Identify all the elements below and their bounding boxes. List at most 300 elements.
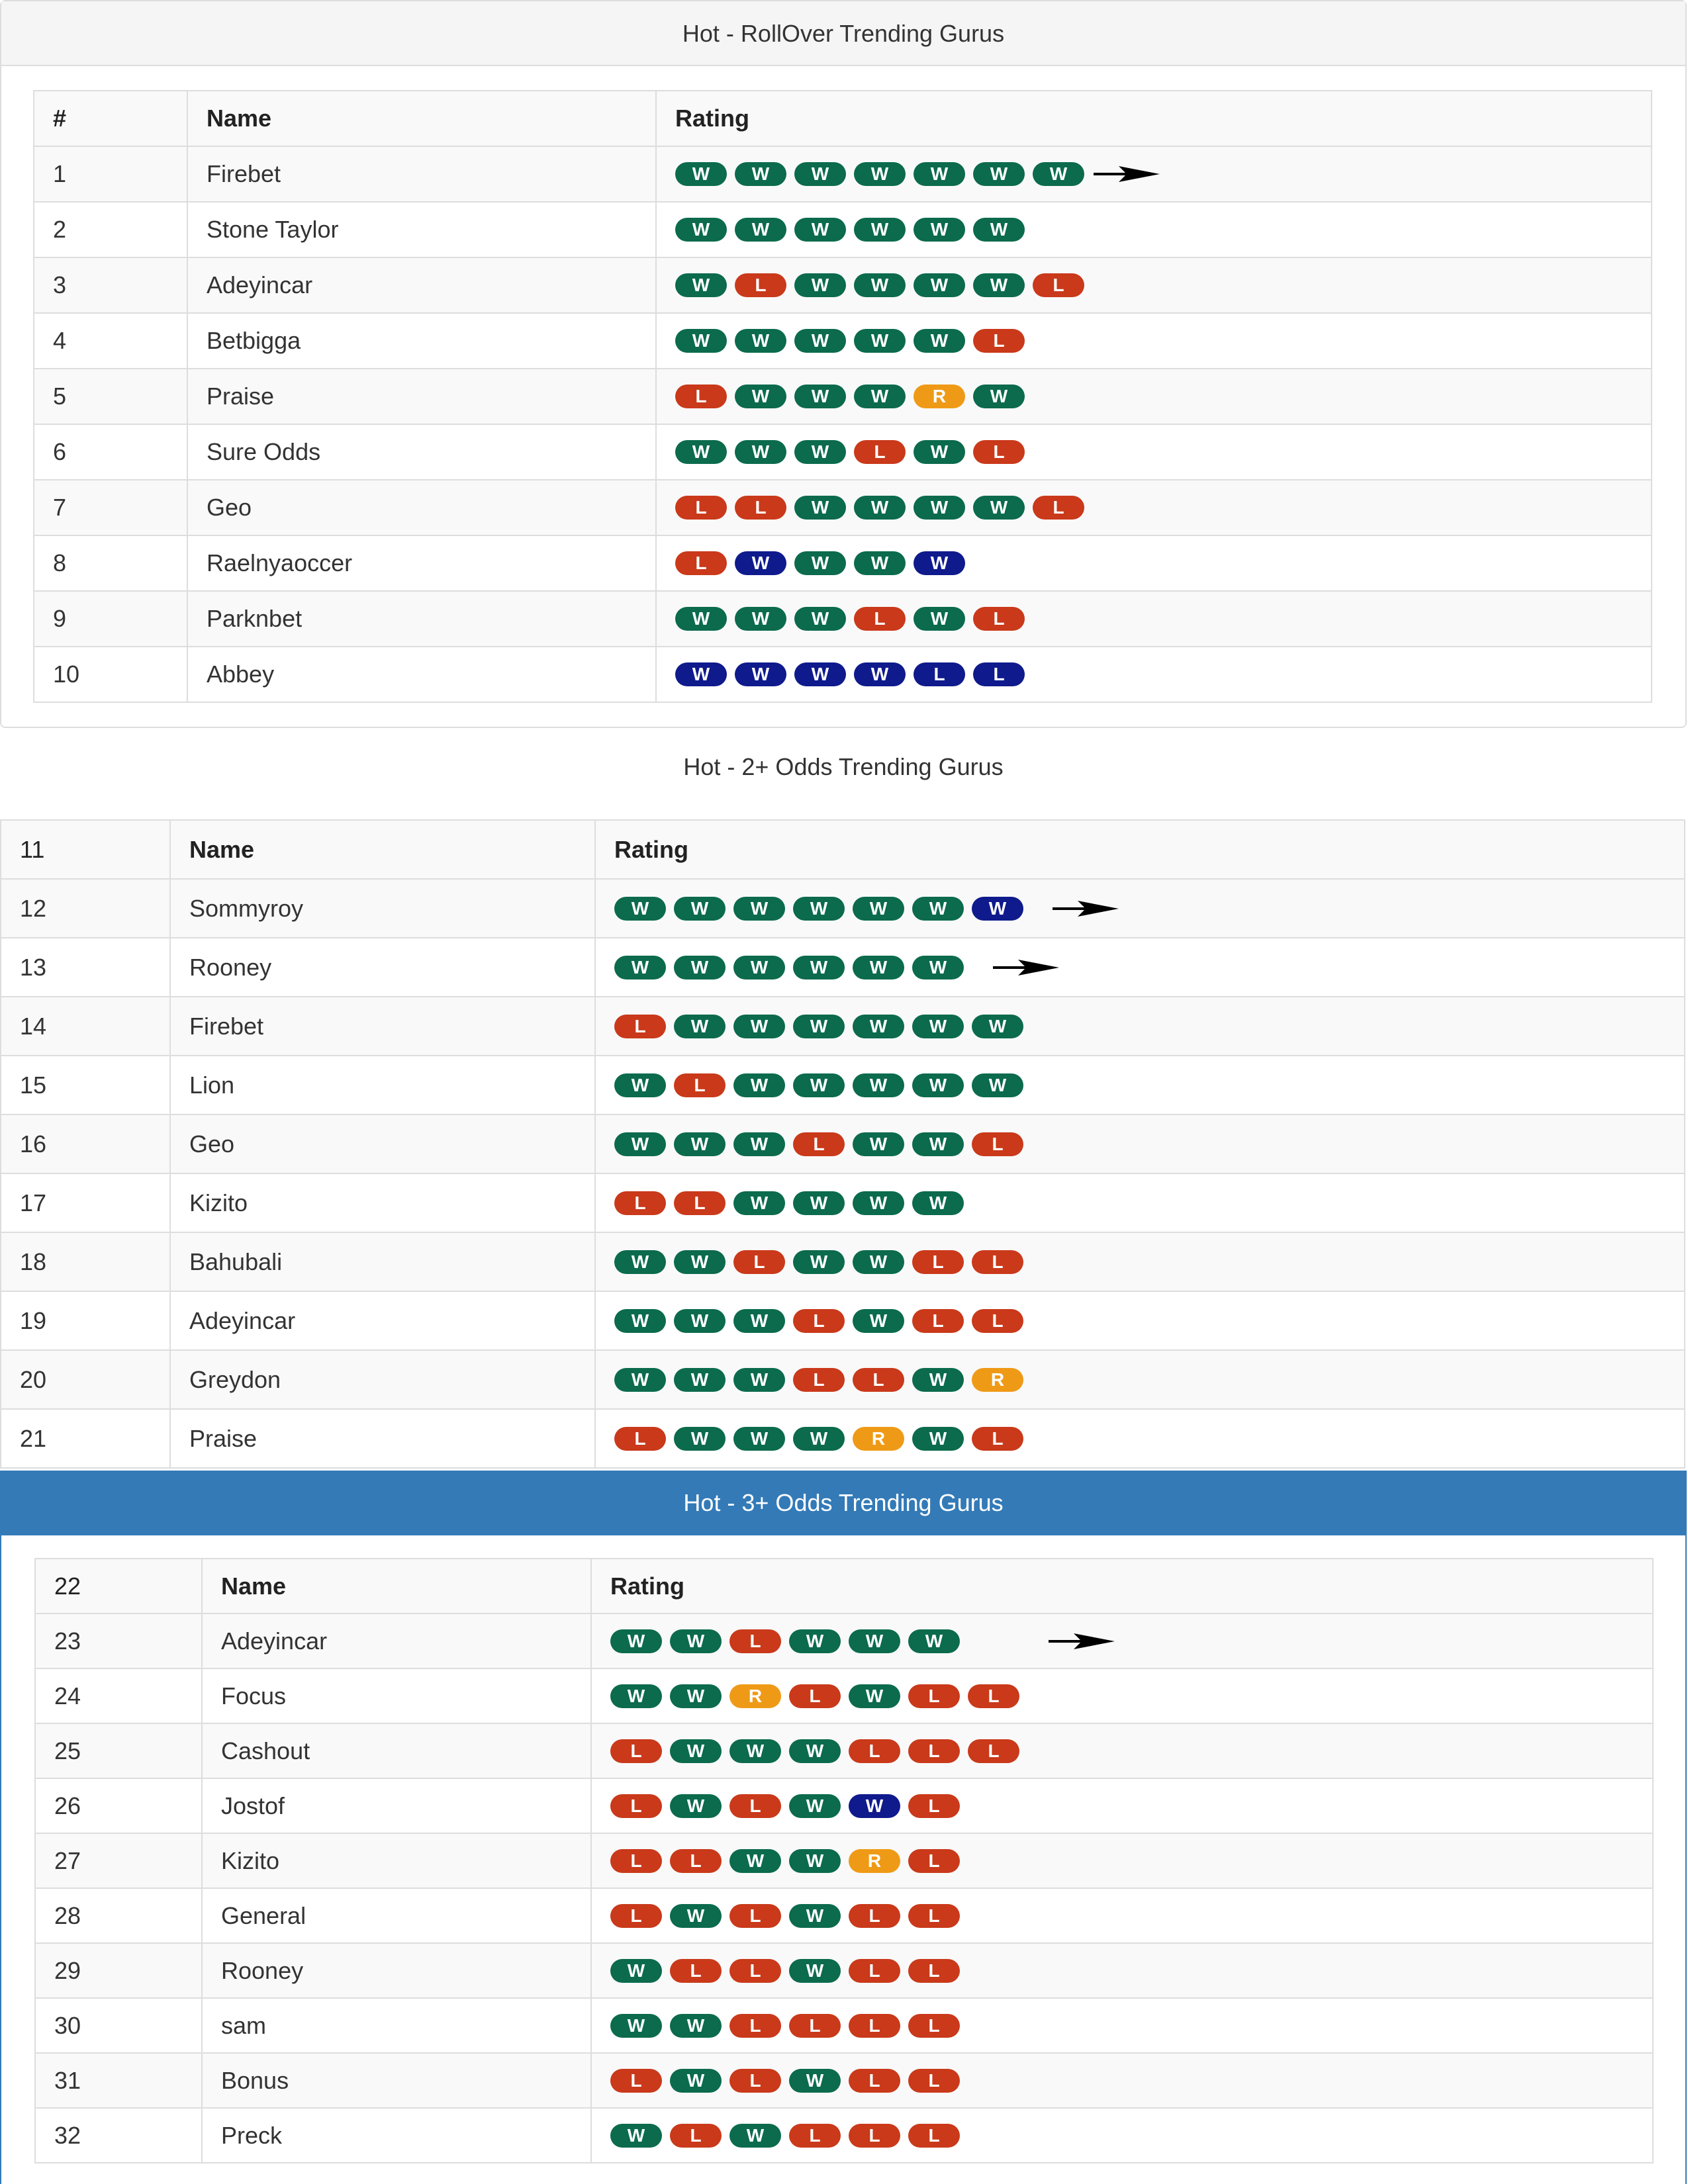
- result-badge: W: [674, 897, 726, 921]
- result-badge: W: [793, 1250, 845, 1274]
- result-badge: W: [794, 551, 846, 575]
- result-badge: L: [908, 2014, 960, 2038]
- result-badge: W: [675, 440, 727, 464]
- result-badge: L: [733, 1250, 785, 1274]
- guru-name-link[interactable]: Parknbet: [187, 591, 656, 647]
- table-row: [1, 879, 1685, 938]
- result-badge: W: [735, 551, 786, 575]
- guru-name-link[interactable]: Betbigga: [187, 313, 656, 369]
- rating-cell: [656, 257, 1652, 313]
- arrow-right-icon: [1047, 1631, 1116, 1651]
- guru-name-link[interactable]: Adeyincar: [202, 1614, 591, 1668]
- result-badge: L: [973, 440, 1025, 464]
- result-badge: W: [914, 551, 965, 575]
- result-badge: W: [793, 1073, 845, 1097]
- table-row: [34, 424, 1652, 480]
- result-badge: W: [854, 273, 906, 297]
- row-index: 24: [35, 1668, 202, 1723]
- result-badge: W: [854, 329, 906, 353]
- result-badge: L: [793, 1309, 845, 1333]
- result-badge: W: [793, 1015, 845, 1038]
- result-badge: W: [674, 1015, 726, 1038]
- result-badge: W: [912, 1427, 964, 1451]
- result-badge: W: [854, 385, 906, 408]
- rating-cell: [595, 879, 1685, 938]
- result-badge: L: [614, 1015, 666, 1038]
- table-row: [34, 257, 1652, 313]
- row-index: 20: [1, 1350, 170, 1409]
- rating-badges: [614, 1368, 1665, 1392]
- result-badge: L: [1033, 273, 1084, 297]
- arrow-right-icon: [1051, 899, 1120, 919]
- result-badge: W: [670, 1684, 722, 1708]
- two-plus-odds-panel: [0, 728, 1687, 1471]
- result-badge: W: [610, 2014, 662, 2038]
- guru-name-link[interactable]: Lion: [170, 1056, 595, 1115]
- table-body: [34, 146, 1652, 702]
- result-badge: W: [789, 1629, 841, 1653]
- table-row: [34, 146, 1652, 202]
- result-badge: W: [670, 2014, 722, 2038]
- guru-name-link[interactable]: Bonus: [202, 2053, 591, 2108]
- result-badge: W: [914, 607, 965, 631]
- rating-cell: [656, 146, 1652, 202]
- table-row: [35, 1778, 1653, 1833]
- result-badge: W: [914, 329, 965, 353]
- result-badge: W: [610, 1959, 662, 1983]
- result-badge: L: [793, 1368, 845, 1392]
- table-row: [34, 202, 1652, 257]
- row-index: 9: [34, 591, 187, 647]
- guru-name-link[interactable]: Geo: [187, 480, 656, 535]
- rating-cell: [656, 480, 1652, 535]
- table-body: [1, 879, 1685, 1468]
- table-row: [35, 1614, 1653, 1668]
- guru-name-link[interactable]: Adeyincar: [187, 257, 656, 313]
- result-badge: L: [610, 1849, 662, 1873]
- guru-name-link[interactable]: Kizito: [170, 1173, 595, 1232]
- result-badge: W: [675, 218, 727, 242]
- table-row: [34, 647, 1652, 702]
- row-index: 3: [34, 257, 187, 313]
- result-badge: W: [789, 2069, 841, 2093]
- three-plus-odds-panel: [0, 1471, 1687, 2184]
- result-badge: W: [854, 551, 906, 575]
- rating-header: Rating: [656, 91, 1652, 146]
- guru-name-link[interactable]: Rooney: [170, 938, 595, 997]
- result-badge: L: [908, 1959, 960, 1983]
- result-badge: W: [1033, 162, 1084, 186]
- guru-name-link[interactable]: Sommyroy: [170, 879, 595, 938]
- table-row: [1, 1350, 1685, 1409]
- result-badge: W: [610, 1684, 662, 1708]
- row-index: 15: [1, 1056, 170, 1115]
- table-row: [34, 480, 1652, 535]
- result-badge: W: [849, 1794, 900, 1818]
- result-badge: W: [914, 440, 965, 464]
- result-badge: W: [735, 662, 786, 686]
- rating-cell: [656, 202, 1652, 257]
- result-badge: W: [670, 2069, 722, 2093]
- rating-cell: [656, 647, 1652, 702]
- result-badge: W: [794, 162, 846, 186]
- rating-cell: [656, 424, 1652, 480]
- rating-cell: [591, 1888, 1653, 1943]
- rating-badges: [610, 1794, 1634, 1818]
- result-badge: W: [853, 1132, 904, 1156]
- result-badge: W: [972, 897, 1023, 921]
- index-header: 22: [35, 1559, 202, 1614]
- result-badge: L: [849, 2124, 900, 2148]
- result-badge: W: [914, 496, 965, 520]
- rating-badges: [610, 2124, 1634, 2148]
- result-badge: W: [674, 956, 726, 979]
- result-badge: L: [675, 385, 727, 408]
- rating-badges: [614, 1250, 1665, 1274]
- result-badge: W: [912, 1191, 964, 1215]
- result-badge: W: [793, 897, 845, 921]
- result-badge: W: [854, 662, 906, 686]
- guru-name-link[interactable]: General: [202, 1888, 591, 1943]
- row-index: 13: [1, 938, 170, 997]
- result-badge: L: [849, 2014, 900, 2038]
- result-badge: L: [908, 1794, 960, 1818]
- name-header: Name: [170, 820, 595, 879]
- rating-badges: [614, 956, 1665, 979]
- row-index: 31: [35, 2053, 202, 2108]
- table-header-row: [35, 1559, 1653, 1614]
- result-badge: L: [610, 1794, 662, 1818]
- result-badge: W: [912, 1015, 964, 1038]
- result-badge: W: [733, 1427, 785, 1451]
- result-badge: W: [854, 218, 906, 242]
- rating-cell: [591, 1614, 1653, 1668]
- result-badge: W: [670, 1904, 722, 1928]
- guru-name-link[interactable]: Preck: [202, 2108, 591, 2163]
- result-badge: L: [912, 1250, 964, 1274]
- guru-name-link[interactable]: Adeyincar: [170, 1291, 595, 1350]
- name-header: Name: [202, 1559, 591, 1614]
- guru-name-link[interactable]: Firebet: [187, 146, 656, 202]
- result-badge: L: [849, 1959, 900, 1983]
- result-badge: W: [793, 1191, 845, 1215]
- row-index: 19: [1, 1291, 170, 1350]
- result-badge: W: [794, 496, 846, 520]
- result-badge: W: [789, 1959, 841, 1983]
- result-badge: W: [670, 1794, 722, 1818]
- guru-name-link[interactable]: Greydon: [170, 1350, 595, 1409]
- result-badge: W: [614, 1368, 666, 1392]
- rating-badges: [610, 1849, 1634, 1873]
- result-badge: W: [849, 1684, 900, 1708]
- guru-name-link[interactable]: Sure Odds: [187, 424, 656, 480]
- rollover-panel: [0, 0, 1687, 728]
- result-badge: L: [973, 329, 1025, 353]
- rating-cell: [656, 591, 1652, 647]
- result-badge: L: [675, 551, 727, 575]
- result-badge: W: [735, 218, 786, 242]
- result-badge: L: [908, 1684, 960, 1708]
- rating-cell: [656, 535, 1652, 591]
- result-badge: W: [794, 385, 846, 408]
- result-badge: W: [675, 329, 727, 353]
- result-badge: W: [674, 1132, 726, 1156]
- guru-name-link[interactable]: Firebet: [170, 997, 595, 1056]
- rating-header: Rating: [595, 820, 1685, 879]
- result-badge: W: [973, 496, 1025, 520]
- row-index: 10: [34, 647, 187, 702]
- result-badge: L: [789, 2124, 841, 2148]
- rating-badges: [610, 1684, 1634, 1708]
- result-badge: W: [614, 1073, 666, 1097]
- table-row: [34, 369, 1652, 424]
- rating-badges: [614, 1132, 1665, 1156]
- guru-name-link[interactable]: Stone Taylor: [187, 202, 656, 257]
- result-badge: W: [733, 1073, 785, 1097]
- result-badge: R: [914, 385, 965, 408]
- rating-badges: [675, 273, 1632, 297]
- result-badge: L: [972, 1309, 1023, 1333]
- guru-name-link[interactable]: Raelnyaoccer: [187, 535, 656, 591]
- rating-cell: [595, 997, 1685, 1056]
- result-badge: W: [675, 273, 727, 297]
- name-header: Name: [187, 91, 656, 146]
- result-badge: W: [849, 1629, 900, 1653]
- result-badge: R: [972, 1368, 1023, 1392]
- result-badge: L: [972, 1427, 1023, 1451]
- result-badge: W: [853, 1191, 904, 1215]
- table-row: [1, 938, 1685, 997]
- result-badge: W: [674, 1427, 726, 1451]
- row-index: 16: [1, 1115, 170, 1173]
- result-badge: W: [914, 162, 965, 186]
- guru-name-link[interactable]: Jostof: [202, 1778, 591, 1833]
- result-badge: W: [973, 273, 1025, 297]
- result-badge: W: [670, 1629, 722, 1653]
- result-badge: W: [675, 162, 727, 186]
- table-row: [35, 2053, 1653, 2108]
- result-badge: R: [853, 1427, 904, 1451]
- table-row: [35, 1833, 1653, 1888]
- rating-badges: [675, 607, 1632, 631]
- result-badge: W: [854, 496, 906, 520]
- result-badge: L: [729, 1904, 781, 1928]
- guru-name-link[interactable]: Kizito: [202, 1833, 591, 1888]
- result-badge: L: [849, 1739, 900, 1763]
- result-badge: W: [853, 897, 904, 921]
- table-row: [1, 1115, 1685, 1173]
- result-badge: W: [853, 1250, 904, 1274]
- result-badge: W: [610, 2124, 662, 2148]
- row-index: 4: [34, 313, 187, 369]
- result-badge: L: [853, 1368, 904, 1392]
- result-badge: L: [670, 1849, 722, 1873]
- result-badge: L: [972, 1250, 1023, 1274]
- rating-badges: [614, 1191, 1665, 1215]
- rating-badges: [610, 2069, 1634, 2093]
- rating-badges: [675, 329, 1632, 353]
- result-badge: W: [733, 1132, 785, 1156]
- result-badge: W: [735, 162, 786, 186]
- rating-badges: [675, 218, 1632, 242]
- result-badge: L: [670, 1959, 722, 1983]
- table-header-row: [34, 91, 1652, 146]
- rating-badges: [675, 496, 1632, 520]
- result-badge: W: [912, 897, 964, 921]
- result-badge: W: [670, 1739, 722, 1763]
- panel-title: Hot - 3+ Odds Trending Gurus: [0, 1471, 1687, 1535]
- row-index: 6: [34, 424, 187, 480]
- result-badge: W: [789, 1739, 841, 1763]
- rating-badges: [610, 1629, 1634, 1653]
- result-badge: W: [614, 956, 666, 979]
- panel-title: Hot - 2+ Odds Trending Gurus: [683, 753, 1004, 780]
- guru-name-link[interactable]: Praise: [170, 1409, 595, 1468]
- index-header: #: [34, 91, 187, 146]
- result-badge: W: [675, 662, 727, 686]
- table-row: [34, 313, 1652, 369]
- result-badge: W: [733, 1015, 785, 1038]
- guru-name-link[interactable]: Rooney: [202, 1943, 591, 1998]
- result-badge: L: [735, 496, 786, 520]
- result-badge: L: [973, 607, 1025, 631]
- result-badge: L: [854, 607, 906, 631]
- guru-name-link[interactable]: sam: [202, 1998, 591, 2053]
- row-index: 23: [35, 1614, 202, 1668]
- rating-badges: [610, 1739, 1634, 1763]
- table-row: [35, 1998, 1653, 2053]
- index-header: 11: [1, 820, 170, 879]
- table-header-row: [1, 820, 1685, 879]
- row-index: 12: [1, 879, 170, 938]
- rating-cell: [591, 1998, 1653, 2053]
- rating-cell: [595, 1173, 1685, 1232]
- result-badge: L: [789, 1684, 841, 1708]
- result-badge: W: [912, 1073, 964, 1097]
- table-row: [35, 1668, 1653, 1723]
- result-badge: W: [972, 1015, 1023, 1038]
- rating-badges: [614, 1427, 1665, 1451]
- result-badge: W: [789, 1904, 841, 1928]
- result-badge: W: [733, 956, 785, 979]
- result-badge: W: [674, 1309, 726, 1333]
- result-badge: R: [849, 1849, 900, 1873]
- result-badge: W: [729, 2124, 781, 2148]
- result-badge: L: [614, 1427, 666, 1451]
- result-badge: L: [729, 2014, 781, 2038]
- arrow-right-icon: [992, 958, 1060, 978]
- result-badge: W: [789, 1849, 841, 1873]
- rating-cell: [591, 1943, 1653, 1998]
- result-badge: L: [908, 1849, 960, 1873]
- result-badge: L: [908, 2069, 960, 2093]
- guru-name-link[interactable]: Cashout: [202, 1723, 591, 1778]
- result-badge: W: [908, 1629, 960, 1653]
- row-index: 7: [34, 480, 187, 535]
- table-row: [1, 1291, 1685, 1350]
- arrow-right-icon: [1092, 164, 1161, 184]
- result-badge: L: [849, 1904, 900, 1928]
- result-badge: W: [973, 162, 1025, 186]
- result-badge: W: [793, 1427, 845, 1451]
- result-badge: W: [674, 1250, 726, 1274]
- result-badge: L: [972, 1132, 1023, 1156]
- guru-name-link[interactable]: Geo: [170, 1115, 595, 1173]
- result-badge: W: [853, 1015, 904, 1038]
- result-badge: L: [729, 2069, 781, 2093]
- rating-cell: [595, 1115, 1685, 1173]
- result-badge: W: [614, 1132, 666, 1156]
- result-badge: L: [789, 2014, 841, 2038]
- rating-cell: [595, 1350, 1685, 1409]
- table-row: [35, 1888, 1653, 1943]
- row-index: 25: [35, 1723, 202, 1778]
- guru-name-link[interactable]: Bahubali: [170, 1232, 595, 1291]
- table-row: [35, 1723, 1653, 1778]
- result-badge: L: [854, 440, 906, 464]
- result-badge: W: [733, 1309, 785, 1333]
- result-badge: L: [908, 2124, 960, 2148]
- rating-badges: [675, 551, 1632, 575]
- result-badge: L: [793, 1132, 845, 1156]
- panel-title: Hot - RollOver Trending Gurus: [1, 1, 1685, 66]
- result-badge: W: [729, 1849, 781, 1873]
- rating-cell: [591, 1778, 1653, 1833]
- result-badge: L: [968, 1739, 1019, 1763]
- table-row: [1, 1056, 1685, 1115]
- guru-name-link[interactable]: Focus: [202, 1668, 591, 1723]
- gurus-table: [0, 819, 1685, 1469]
- rating-badges: [675, 662, 1632, 686]
- rating-badges: [675, 385, 1632, 408]
- table-body: [35, 1614, 1653, 2163]
- result-badge: W: [794, 329, 846, 353]
- result-badge: W: [794, 440, 846, 464]
- rating-badges: [610, 1959, 1634, 1983]
- rating-cell: [591, 1723, 1653, 1778]
- rating-cell: [595, 1291, 1685, 1350]
- row-index: 27: [35, 1833, 202, 1888]
- result-badge: W: [794, 273, 846, 297]
- rating-badges: [675, 440, 1632, 464]
- row-index: 32: [35, 2108, 202, 2163]
- result-badge: W: [912, 956, 964, 979]
- result-badge: L: [675, 496, 727, 520]
- rating-badges: [614, 1015, 1665, 1038]
- rating-cell: [591, 1833, 1653, 1888]
- result-badge: L: [729, 1959, 781, 1983]
- result-badge: L: [729, 1629, 781, 1653]
- row-index: 28: [35, 1888, 202, 1943]
- guru-name-link[interactable]: Praise: [187, 369, 656, 424]
- guru-name-link[interactable]: Abbey: [187, 647, 656, 702]
- row-index: 2: [34, 202, 187, 257]
- rating-cell: [591, 2108, 1653, 2163]
- rating-badges: [675, 162, 1632, 186]
- result-badge: W: [794, 607, 846, 631]
- result-badge: W: [675, 607, 727, 631]
- result-badge: W: [973, 218, 1025, 242]
- result-badge: W: [853, 1309, 904, 1333]
- rating-cell: [591, 1668, 1653, 1723]
- rating-cell: [595, 1056, 1685, 1115]
- row-index: 14: [1, 997, 170, 1056]
- result-badge: L: [610, 1904, 662, 1928]
- result-badge: W: [854, 162, 906, 186]
- result-badge: W: [733, 1191, 785, 1215]
- row-index: 5: [34, 369, 187, 424]
- table-row: [35, 2108, 1653, 2163]
